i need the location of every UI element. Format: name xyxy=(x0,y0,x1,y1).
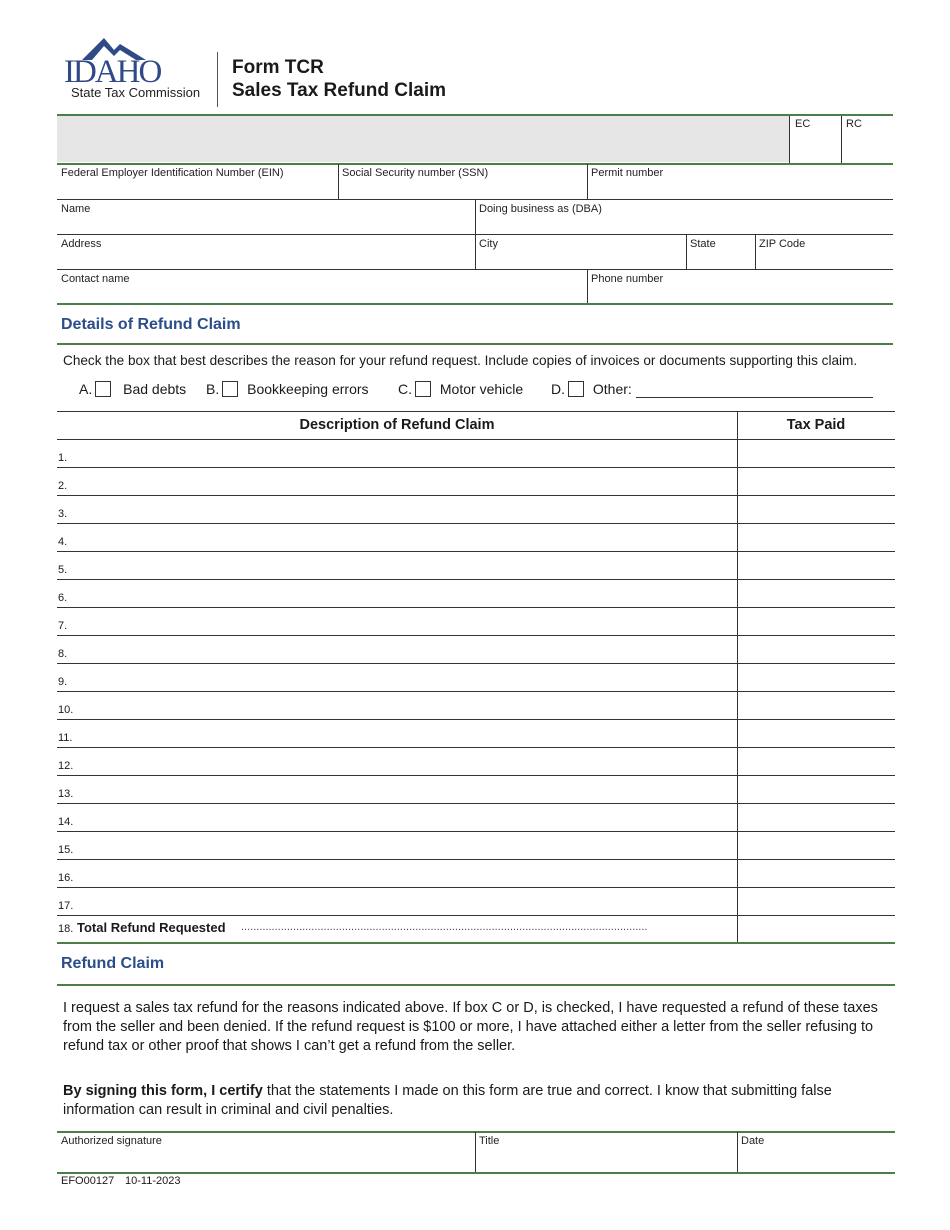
tax-paid-cell[interactable] xyxy=(738,860,895,888)
table-row-number: 16. xyxy=(58,872,74,884)
option-c-label: Motor vehicle xyxy=(439,381,524,397)
description-cell[interactable] xyxy=(72,860,736,888)
ec-label: EC xyxy=(795,118,811,130)
checkbox-other[interactable] xyxy=(568,381,584,397)
ein-label: Federal Employer Identification Number (EIN) xyxy=(61,167,284,179)
permit-field[interactable] xyxy=(587,164,893,199)
tax-paid-cell[interactable] xyxy=(738,496,895,524)
option-c[interactable]: C. Motor vehicle xyxy=(398,381,524,397)
tax-paid-cell[interactable] xyxy=(738,748,895,776)
address-field[interactable] xyxy=(57,235,475,269)
tax-paid-cell[interactable] xyxy=(738,692,895,720)
signature-date-label: Date xyxy=(741,1135,765,1147)
option-d[interactable]: D. Other: xyxy=(551,381,632,397)
phone-label: Phone number xyxy=(591,273,664,285)
authorized-signature-field[interactable] xyxy=(57,1132,475,1172)
description-cell[interactable] xyxy=(72,692,736,720)
office-use-bar xyxy=(57,116,789,162)
tax-paid-cell[interactable] xyxy=(738,832,895,860)
idaho-logo xyxy=(62,36,212,104)
description-cell[interactable] xyxy=(72,552,736,580)
ssn-label: Social Security number (SSN) xyxy=(342,167,489,179)
option-a[interactable]: A. Bad debts xyxy=(79,381,187,397)
checkbox-bookkeeping-errors[interactable] xyxy=(222,381,238,397)
description-cell[interactable] xyxy=(72,468,736,496)
table-row-number: 9. xyxy=(58,676,68,688)
certification-statement xyxy=(63,1082,893,1120)
tax-paid-cell[interactable] xyxy=(738,776,895,804)
tax-paid-cell[interactable] xyxy=(738,468,895,496)
table-row-number: 4. xyxy=(58,536,68,548)
contact-label: Contact name xyxy=(61,273,130,285)
other-input-line[interactable] xyxy=(636,397,873,398)
tax-paid-cell[interactable] xyxy=(738,636,895,664)
description-cell[interactable] xyxy=(72,888,736,916)
table-row-number: 15. xyxy=(58,844,74,856)
checkbox-motor-vehicle[interactable] xyxy=(415,381,431,397)
certification-text: that the statements I made on this form are true and correct. I know that submitting false information can result in criminal and civil penalties. xyxy=(63,1083,832,1118)
dba-field[interactable] xyxy=(475,200,893,234)
tax-paid-cell[interactable] xyxy=(738,664,895,692)
permit-label: Permit number xyxy=(591,167,664,179)
rc-label: RC xyxy=(846,118,862,130)
table-row-number: 8. xyxy=(58,648,68,660)
certification-bold: By signing this form, I certify xyxy=(63,1083,263,1099)
total-leader-dots: ..................................................................................................................................... xyxy=(241,921,648,933)
tax-paid-cell[interactable] xyxy=(738,552,895,580)
refund-request-statement: I request a sales tax refund for the reasons indicated above. If box C or D, is checked, I have requested a refund of these taxes from the seller and been denied. If the refund request is $100 or more, I have attached either a letter from the seller refusing to refund tax or other proof that shows I can’t get a refund from the seller. xyxy=(63,1000,878,1054)
description-cell[interactable] xyxy=(72,440,736,468)
total-refund-input[interactable] xyxy=(738,915,895,942)
state-field[interactable] xyxy=(686,235,755,269)
tax-paid-column-header: Tax Paid xyxy=(786,417,846,433)
description-cell[interactable] xyxy=(72,580,736,608)
table-row-number: 3. xyxy=(58,508,68,520)
description-cell[interactable] xyxy=(72,720,736,748)
option-b[interactable]: B. Bookkeeping errors xyxy=(206,381,369,397)
table-row-number: 11. xyxy=(58,732,73,744)
refund-claim-section-title: Refund Claim xyxy=(61,955,165,972)
description-column-header: Description of Refund Claim xyxy=(299,417,495,433)
table-row-number: 2. xyxy=(58,480,68,492)
ein-field[interactable] xyxy=(57,164,338,199)
ssn-field[interactable] xyxy=(338,164,587,199)
table-row-number: 12. xyxy=(58,760,74,772)
option-a-label: Bad debts xyxy=(123,381,187,397)
total-row-number: 18. xyxy=(58,923,74,935)
tax-paid-cell[interactable] xyxy=(738,888,895,916)
option-b-label: Bookkeeping errors xyxy=(247,381,369,397)
form-code: EFO00127 xyxy=(61,1175,115,1187)
table-row-number: 10. xyxy=(58,704,74,716)
dba-label: Doing business as (DBA) xyxy=(479,203,602,215)
zip-label: ZIP Code xyxy=(759,238,806,250)
total-refund-label: Total Refund Requested xyxy=(77,920,226,935)
description-cell[interactable] xyxy=(72,776,736,804)
table-row-number: 17. xyxy=(58,900,74,912)
authorized-signature-label: Authorized signature xyxy=(61,1135,162,1147)
table-row-number: 14. xyxy=(58,816,74,828)
description-cell[interactable] xyxy=(72,496,736,524)
description-cell[interactable] xyxy=(72,608,736,636)
table-row-number: 7. xyxy=(58,620,68,632)
table-row-number: 1. xyxy=(58,452,68,464)
tax-paid-cell[interactable] xyxy=(738,524,895,552)
option-d-label: Other: xyxy=(592,381,632,397)
table-row-number: 5. xyxy=(58,564,68,576)
city-field[interactable] xyxy=(475,235,686,269)
details-section-title: Details of Refund Claim xyxy=(61,316,241,333)
name-field[interactable] xyxy=(57,200,475,234)
city-label: City xyxy=(479,238,498,250)
description-cell[interactable] xyxy=(72,832,736,860)
form-id: Form TCR xyxy=(232,57,324,78)
table-row-number: 13. xyxy=(58,788,74,800)
signature-date-field[interactable] xyxy=(737,1132,895,1172)
table-row-number: 6. xyxy=(58,592,68,604)
tax-paid-cell[interactable] xyxy=(738,720,895,748)
checkbox-bad-debts[interactable] xyxy=(95,381,111,397)
zip-field[interactable] xyxy=(755,235,893,269)
header-divider xyxy=(217,52,218,107)
name-label: Name xyxy=(61,203,91,215)
address-label: Address xyxy=(61,238,102,250)
tax-paid-cell[interactable] xyxy=(738,440,895,468)
state-label: State xyxy=(690,238,716,250)
signature-title-field[interactable] xyxy=(475,1132,737,1172)
description-cell[interactable] xyxy=(72,524,736,552)
details-instruction: Check the box that best describes the reason for your refund request. Include copies of invoices or documents supporting this claim. xyxy=(63,353,858,368)
form-title: Sales Tax Refund Claim xyxy=(232,80,446,101)
description-cell[interactable] xyxy=(72,636,736,664)
description-cell[interactable] xyxy=(72,748,736,776)
tax-paid-cell[interactable] xyxy=(738,608,895,636)
logo-agency-text: State Tax Commission xyxy=(71,85,201,100)
description-cell[interactable] xyxy=(72,804,736,832)
contact-field[interactable] xyxy=(57,270,587,303)
logo-state-text: IDAHO xyxy=(64,54,161,90)
signature-title-label: Title xyxy=(479,1135,500,1147)
phone-field[interactable] xyxy=(587,270,893,303)
description-cell[interactable] xyxy=(72,664,736,692)
form-revision-date: 10-11-2023 xyxy=(125,1175,181,1187)
tax-paid-cell[interactable] xyxy=(738,804,895,832)
tax-paid-cell[interactable] xyxy=(738,580,895,608)
